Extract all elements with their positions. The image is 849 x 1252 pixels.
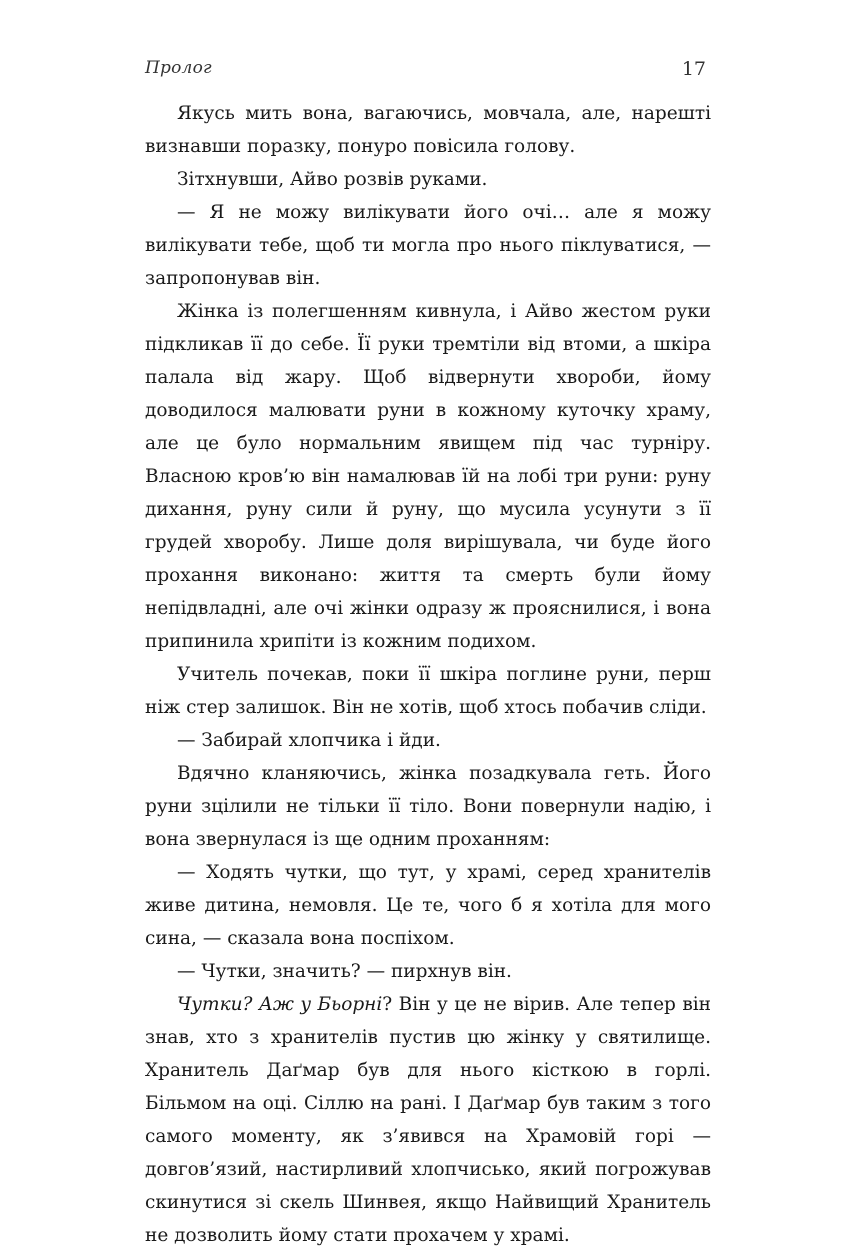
paragraph-5: Учитель почекав, поки її шкіра поглине руни, перш ніж стер залишок. Він не хотів, щоб хтось побачив сліди. [145,664,711,718]
running-head-chapter: Пролог [145,58,212,78]
paragraph-9: — Чутки, значить? — пирхнув він. [177,961,512,982]
paragraph-10 [145,988,711,1252]
paragraph-7: Вдячно кланяючись, жінка позадкувала геть. Його руни зцілили не тільки її тіло. Вони повернули надію, і вона звернулася із ще одним проханням: [145,763,711,850]
paragraph-10-text: ? Він у це не вірив. Але тепер він знав, хто з хранителів пустив цю жінку у святилище. Хранитель Даґмар був для нього кісткою в горлі. Більмом на оці. Сіллю на рані. І Даґмар був таким з того самого моменту, як з’явився на Храмовій горі — довгов’язий, настирливий хлопчисько, який погрожував скинутися зі скель Шинвея, якщо Найвищий Хранитель не дозволить йому стати прохачем у храмі. [145,994,711,1246]
body-text [145,97,711,1252]
paragraph-4: Жінка із полегшенням кивнула, і Айво жестом руки підкликав її до себе. Її руки тремтіли від втоми, а шкіра палала від жару. Щоб відвернути хвороби, йому доводилося малювати руни в кожному куточку храму, але це було нормальним явищем під час турніру. Власною кров’ю він намалював їй на лобі три руни: руну дихання, руну сили й руну, що мусила усунути з її грудей хворобу. Лише доля вирішувала, чи буде його прохання виконано: життя та смерть були йому непідвладні, але очі жінки одразу ж прояснилися, і вона припинила хрипіти із кожним подихом. [145,301,711,652]
paragraph-2: Зітхнувши, Айво розвів руками. [177,169,488,190]
page-number: 17 [681,58,706,80]
italic-thought-2: Аж у Бьорні [258,994,383,1015]
paragraph-3: — Я не можу вилікувати його очі… але я можу вилікувати тебе, щоб ти могла про нього піклуватися, — запропонував він. [145,202,711,289]
paragraph-8: — Ходять чутки, що тут, у храмі, серед хранителів живе дитина, немовля. Це те, чого б я хотіла для мого сина, — сказала вона поспіхом. [145,862,711,949]
paragraph-6: — Забирай хлопчика і йди. [177,730,441,751]
italic-thought-1: Чутки? [177,994,253,1015]
paragraph-1: Якусь мить вона, вагаючись, мовчала, але, нарешті визнавши поразку, понуро повісила голову. [145,103,711,157]
